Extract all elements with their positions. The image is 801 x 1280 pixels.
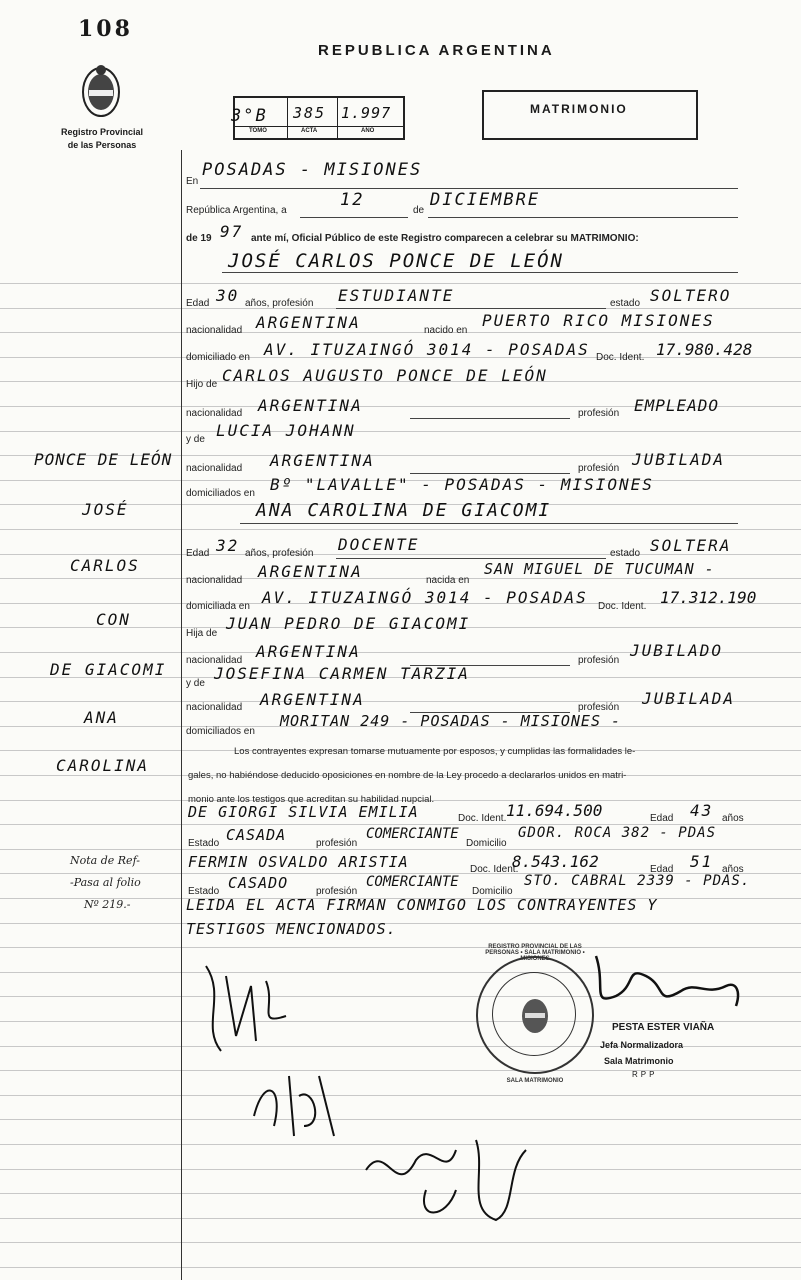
official-office: Sala Matrimonio (604, 1056, 674, 1066)
bride-doc: 17.312.190 (660, 588, 757, 607)
groom-mother-nac-label: nacionalidad (186, 463, 243, 474)
bride-age: 32 (216, 536, 240, 555)
record-box (233, 96, 405, 140)
margin-note (70, 850, 141, 916)
bride-dom-label: domiciliada en (186, 601, 250, 612)
declaration-line-3: monio ante los testigos que acreditan su habilidad nupcial. (188, 794, 435, 805)
witness-2-edad-label: Edad (650, 864, 674, 875)
witness-2-civil-status: CASADO (228, 874, 289, 892)
ruled-line (0, 578, 801, 579)
stamp-text: REGISTRO PROVINCIAL DE LAS PERSONAS • SALA MATRIMONIO • MISIONES (485, 944, 585, 962)
bride-name: ANA CAROLINA DE GIACOMI (256, 500, 552, 521)
bride-hija-label: Hija de (186, 628, 218, 639)
acta-label: ACTA (301, 128, 318, 134)
groom-nac-label: nacionalidad (186, 325, 243, 336)
groom-dom-label: domiciliado en (186, 352, 250, 363)
official-code: RPP (632, 1070, 658, 1079)
witness-2-dom-label: Domicilio (472, 886, 513, 897)
witness-1-estado-label: Estado (188, 838, 220, 849)
groom-yde-label: y de (186, 434, 205, 445)
groom-father-profession: EMPLEADO (634, 396, 720, 415)
bride-father: JUAN PEDRO DE GIACOMI (226, 614, 471, 633)
groom-doc: 17.980.428 (656, 340, 753, 359)
bride-father-profession: JUBILADO (630, 641, 724, 660)
year-suffix: 97 (220, 222, 244, 241)
witness-1-edad-label: Edad (650, 813, 674, 824)
signature-witnesses (356, 1110, 536, 1230)
witness-1-profession: COMERCIANTE (366, 826, 459, 842)
bride-edad-label: Edad (186, 548, 210, 559)
witness-1-dom-label: Domicilio (466, 838, 507, 849)
ruled-line (0, 529, 801, 530)
bride-estado-label: estado (610, 548, 641, 559)
witness-2-age: 51 (690, 852, 714, 871)
bride-address: AV. ITUZAINGÓ 3014 - POSADAS (262, 588, 588, 607)
groom-profession: ESTUDIANTE (338, 286, 455, 305)
groom-parents-dom-label: domiciliados en (186, 488, 255, 499)
country-title: REPUBLICA ARGENTINA (318, 42, 555, 59)
signature-groom (196, 956, 296, 1066)
bride-father-prof-label: profesión (578, 655, 620, 666)
note-line-2: -Pasa al folio (70, 876, 141, 889)
margin-first-name: JOSÉ (82, 500, 129, 519)
witness-2-doc-label: Doc. Ident. (470, 864, 519, 875)
month: DICIEMBRE (430, 190, 541, 210)
stamp-emblem-icon (518, 996, 552, 1036)
en-label: En (186, 176, 199, 187)
groom-nationality: ARGENTINA (256, 313, 361, 332)
ruled-line (0, 1242, 801, 1243)
witness-2-profession: COMERCIANTE (366, 874, 459, 890)
bride-birthplace: SAN MIGUEL DE TUCUMAN - (484, 560, 715, 578)
witness-2-doc: 8.543.162 (512, 852, 599, 871)
de-label: de (413, 205, 425, 216)
bride-mother-nac-label: nacionalidad (186, 702, 243, 713)
groom-address: AV. ITUZAINGÓ 3014 - POSADAS (264, 340, 590, 359)
place: POSADAS - MISIONES (202, 160, 423, 180)
witness-1-address: GDOR. ROCA 382 - PDAS (518, 825, 717, 841)
declaration-line-2: gales, no habiéndose deducido oposiciones en nombre de la Ley procedo a declararlos unidos en matri- (188, 770, 627, 781)
witness-1-civil-status: CASADA (226, 826, 287, 844)
official-stamp (476, 944, 594, 1084)
ruled-line (0, 283, 801, 284)
acta-value: 385 (293, 104, 327, 122)
coat-of-arms-icon (78, 62, 124, 120)
groom-name: JOSÉ CARLOS PONCE DE LEÓN (228, 250, 564, 272)
margin-second-name: CARLOS (70, 556, 140, 575)
ruled-line (0, 1095, 801, 1096)
groom-father: CARLOS AUGUSTO PONCE DE LEÓN (222, 366, 548, 385)
witness-1-doc-label: Doc. Ident. (458, 813, 507, 824)
registry-name (48, 126, 156, 152)
groom-father-nac-label: nacionalidad (186, 408, 243, 419)
groom-mother: LUCIA JOHANN (216, 421, 356, 440)
groom-prof-label: años, profesión (245, 298, 314, 309)
closing-line-1: LEIDA EL ACTA FIRMAN CONMIGO LOS CONTRAYENTES Y (186, 896, 658, 914)
bride-mother-profession: JUBILADA (642, 689, 736, 708)
official-name: PESTA ESTER VIAÑA (612, 1022, 715, 1033)
witness-2-address: STO. CABRAL 2339 - PDAS. (524, 873, 751, 889)
groom-nacido-label: nacido en (424, 325, 468, 336)
statement: ante mí, Oficial Público de este Registro comparecen a celebrar su MATRIMONIO: (251, 233, 639, 244)
margin-bride-surname: DE GIACOMI (50, 660, 167, 679)
tomo-label: TOMO (249, 128, 267, 134)
groom-mother-prof-label: profesión (578, 463, 620, 474)
registry-line-2: de las Personas (67, 140, 137, 150)
bride-nac-label: nacionalidad (186, 575, 243, 586)
bride-nationality: ARGENTINA (258, 562, 363, 581)
bride-parents-address: MORITAN 249 - POSADAS - MISIONES - (280, 712, 622, 730)
signature-bride (244, 1056, 344, 1146)
bride-doc-label: Doc. Ident. (598, 601, 647, 612)
groom-father-nationality: ARGENTINA (258, 396, 363, 415)
groom-age: 30 (216, 286, 240, 305)
ruled-line (0, 431, 801, 432)
ruled-line (0, 1070, 801, 1071)
registry-line-1: Registro Provincial (60, 127, 144, 137)
groom-civil-status: SOLTERO (650, 286, 732, 305)
bride-father-nationality: ARGENTINA (256, 642, 361, 661)
groom-father-prof-label: profesión (578, 408, 620, 419)
ruled-line (0, 332, 801, 333)
bride-father-nac-label: nacionalidad (186, 655, 243, 666)
doc-type-box (482, 90, 698, 140)
witness-1-name: DE GIORGI SILVIA EMILIA (188, 803, 419, 821)
declaration (188, 740, 748, 812)
tomo-value: 3°B (231, 106, 268, 126)
stamp-inner-text: SALA MATRIMONIO (506, 1078, 564, 1084)
witness-2-name: FERMIN OSVALDO ARISTIA (188, 853, 409, 871)
bride-nacida-label: nacida en (426, 575, 470, 586)
bride-mother: JOSEFINA CARMEN TARZIA (214, 664, 470, 683)
bride-parents-dom-label: domiciliados en (186, 726, 255, 737)
note-line-1: Nota de Ref- (70, 854, 140, 867)
groom-doc-label: Doc. Ident. (596, 352, 645, 363)
margin-con: CON (96, 610, 131, 629)
bride-mother-prof-label: profesión (578, 702, 620, 713)
groom-birthplace: PUERTO RICO MISIONES (482, 311, 715, 330)
doc-type: MATRIMONIO (530, 102, 628, 116)
bride-prof-label: años, profesión (245, 548, 314, 559)
year-prefix: de 19 (186, 233, 212, 244)
declaration-line-1: Los contrayentes expresan tomarse mutuamente por esposos, y cumplidas las formalidades le- (234, 746, 636, 757)
groom-edad-label: Edad (186, 298, 210, 309)
signature-official (586, 946, 746, 1026)
groom-parents-address: Bº "LAVALLE" - POSADAS - MISIONES (270, 475, 654, 494)
groom-mother-nationality: ARGENTINA (270, 451, 375, 470)
margin-bride-second: CAROLINA (56, 756, 150, 775)
witness-2-estado-label: Estado (188, 886, 220, 897)
bride-yde-label: y de (186, 678, 205, 689)
bride-profession: DOCENTE (338, 535, 420, 554)
bride-civil-status: SOLTERA (650, 536, 732, 555)
groom-hijo-label: Hijo de (186, 379, 218, 390)
day: 12 (340, 190, 365, 210)
anio-value: 1.997 (341, 104, 392, 122)
groom-mother-profession: JUBILADA (632, 450, 726, 469)
official-title: Jefa Normalizadora (600, 1040, 684, 1050)
witness-1-doc: 11.694.500 (506, 801, 603, 820)
margin-divider (181, 150, 182, 1280)
ruled-line (0, 923, 801, 924)
anio-label: AÑO (361, 128, 375, 134)
closing-line-2: TESTIGOS MENCIONADOS. (186, 920, 397, 938)
witness-1-prof-label: profesión (316, 838, 358, 849)
witness-1-age: 43 (690, 801, 714, 820)
note-line-3: Nº 219.- (84, 898, 131, 911)
margin-bride-first: ANA (84, 708, 119, 727)
witness-2-anos-label: años (722, 864, 744, 875)
republica-label: República Argentina, a (186, 205, 287, 216)
witness-1-anos-label: años (722, 813, 744, 824)
bride-mother-nationality: ARGENTINA (260, 690, 365, 709)
margin-surname: PONCE DE LEÓN (34, 450, 173, 469)
page-number: 108 (78, 16, 133, 42)
witness-2-prof-label: profesión (316, 886, 358, 897)
groom-estado-label: estado (610, 298, 641, 309)
ruled-line (0, 1267, 801, 1268)
